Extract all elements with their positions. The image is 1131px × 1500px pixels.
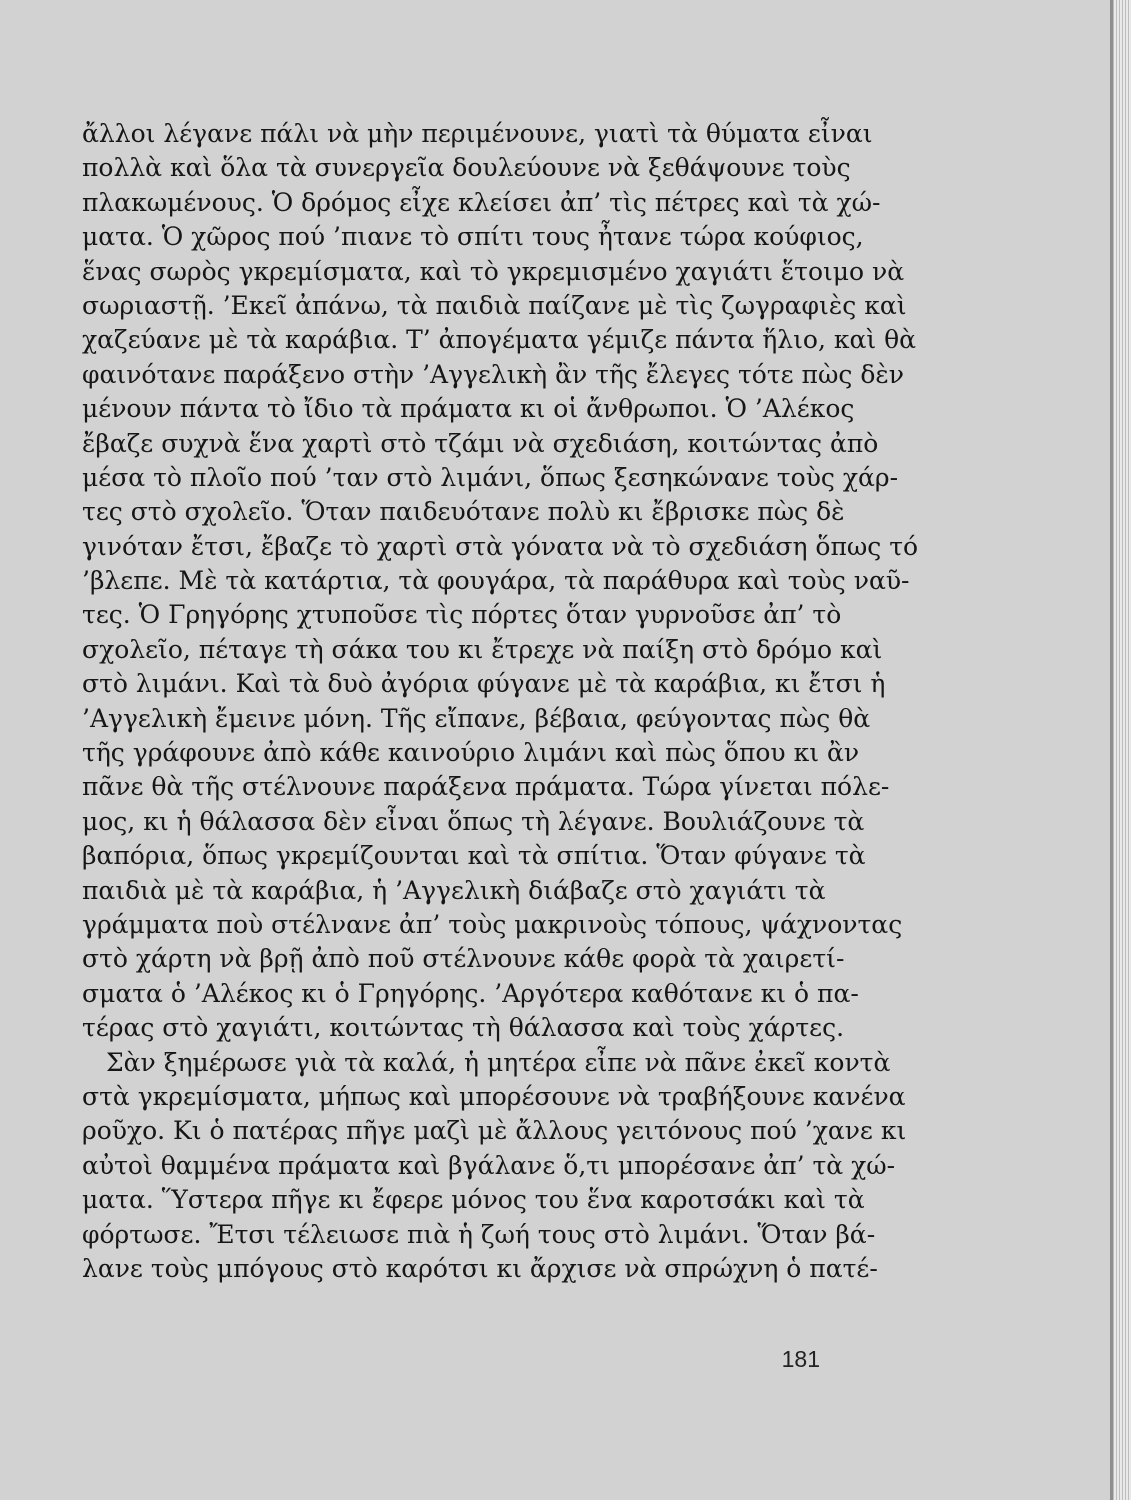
text-line: φαινότανε παράξενο στὴν ’Αγγελικὴ ἂν τῆς ἔλεγες τότε πὼς δὲν — [82, 359, 904, 389]
text-line: στὰ γκρεμίσματα, μήπως καὶ μπορέσουνε νὰ τραβήξουνε κανένα — [82, 1081, 906, 1111]
text-line: ’Αγγελικὴ ἔμεινε μόνη. Τῆς εἴπανε, βέβαια, φεύγοντας πὼς θὰ — [82, 703, 871, 733]
text-line: φόρτωσε. Ἔτσι τέλειωσε πιὰ ἡ ζωή τους στὸ λιμάνι. Ὅταν βά- — [82, 1219, 876, 1249]
text-line: ἄλλοι λέγανε πάλι νὰ μὴν περιμένουνε, γιατὶ τὰ θύματα εἶναι — [82, 119, 873, 148]
text-line: σχολεῖο, πέταγε τὴ σάκα του κι ἔτρεχε νὰ παίξη στὸ δρόμο καὶ — [82, 634, 883, 664]
text-line: στὸ λιμάνι. Καὶ τὰ δυὸ ἀγόρια φύγανε μὲ τὰ καράβια, κι ἔτσι ἡ — [82, 669, 886, 699]
text-line: ματα. Ὁ χῶρος πού ’πιανε τὸ σπίτι τους ἦτανε τώρα κούφιος, — [82, 222, 864, 252]
text-line: λανε τοὺς μπόγους στὸ καρότσι κι ἄρχισε νὰ σπρώχνη ὁ πατέ- — [82, 1253, 878, 1283]
text-line: γράμματα ποὺ στέλνανε ἀπ’ τοὺς μακρινοὺς τόπους, ψάχνοντας — [82, 909, 903, 939]
text-line: γινόταν ἔτσι, ἔβαζε τὸ χαρτὶ στὰ γόνατα νὰ τὸ σχεδιάση ὅπως τό — [82, 531, 919, 561]
text-line: χαζεύανε μὲ τὰ καράβια. Τ’ ἀπογέματα γέμιζε πάντα ἥλιο, καὶ θὰ — [82, 325, 917, 355]
text-line: στὸ χάρτη νὰ βρῇ ἀπὸ ποῦ στέλνουνε κάθε φορὰ τὰ χαιρετί- — [82, 944, 845, 974]
text-line: παιδιὰ μὲ τὰ καράβια, ἡ ’Αγγελικὴ διάβαζε στὸ χαγιάτι τὰ — [82, 875, 826, 905]
text-line: ’βλεπε. Μὲ τὰ κατάρτια, τὰ φουγάρα, τὰ παράθυρα καὶ τοὺς ναῦ- — [82, 566, 910, 596]
text-line: τες στὸ σχολεῖο. Ὅταν παιδευότανε πολὺ κι ἔβρισκε πὼς δὲ — [82, 497, 845, 527]
text-line: Σὰν ξημέρωσε γιὰ τὰ καλά, ἡ μητέρα εἶπε νὰ πᾶνε ἐκεῖ κοντὰ — [106, 1047, 891, 1077]
text-line: σματα ὁ ’Αλέκος κι ὁ Γρηγόρης. ’Αργότερα καθότανε κι ὁ πα- — [82, 978, 859, 1008]
text-line: μένουν πάντα τὸ ἴδιο τὰ πράματα κι οἱ ἄνθρωποι. Ὁ ’Αλέκος — [82, 394, 855, 424]
body-text — [82, 117, 919, 1286]
text-line: τες. Ὁ Γρηγόρης χτυποῦσε τὶς πόρτες ὅταν γυρνοῦσε ἀπ’ τὸ — [82, 600, 842, 630]
text-line: ματα. Ὕστερα πῆγε κι ἔφερε μόνος του ἕνα καροτσάκι καὶ τὰ — [82, 1185, 865, 1215]
text-line: σωριαστῇ. ’Εκεῖ ἀπάνω, τὰ παιδιὰ παίζανε μὲ τὶς ζωγραφιὲς καὶ — [82, 290, 907, 320]
page-number: 181 — [781, 1346, 820, 1372]
text-line: ροῦχο. Κι ὁ πατέρας πῆγε μαζὶ μὲ ἄλλους γειτόνους πού ’χανε κι — [82, 1116, 907, 1146]
page-stack-edge — [1110, 0, 1131, 1500]
text-line: τέρας στὸ χαγιάτι, κοιτώντας τὴ θάλασσα καὶ τοὺς χάρτες. — [82, 1013, 845, 1043]
text-line: αὐτοὶ θαμμένα πράματα καὶ βγάλανε ὅ,τι μπορέσανε ἀπ’ τὰ χώ- — [82, 1150, 896, 1180]
text-line: πλακωμένους. Ὁ δρόμος εἶχε κλείσει ἀπ’ τὶς πέτρες καὶ τὰ χώ- — [82, 187, 881, 217]
text-line: πᾶνε θὰ τῆς στέλνουνε παράξενα πράματα. Τώρα γίνεται πόλε- — [82, 772, 890, 802]
text-line: μος, κι ἡ θάλασσα δὲν εἶναι ὅπως τὴ λέγανε. Βουλιάζουνε τὰ — [82, 806, 865, 836]
text-line: τῆς γράφουνε ἀπὸ κάθε καινούριο λιμάνι καὶ πὼς ὅπου κι ἂν — [82, 738, 860, 768]
text-line: μέσα τὸ πλοῖο πού ’ταν στὸ λιμάνι, ὅπως ξεσηκώνανε τοὺς χάρ- — [82, 462, 899, 492]
text-line: ἔβαζε συχνὰ ἕνα χαρτὶ στὸ τζάμι νὰ σχεδιάση, κοιτώντας ἀπὸ — [82, 428, 879, 458]
text-line: ἕνας σωρὸς γκρεμίσματα, καὶ τὸ γκρεμισμένο χαγιάτι ἕτοιμο νὰ — [82, 256, 905, 286]
text-line: πολλὰ καὶ ὅλα τὰ συνεργεῖα δουλεύουνε νὰ ξεθάψουνε τοὺς — [82, 153, 851, 183]
text-line: βαπόρια, ὅπως γκρεμίζουνται καὶ τὰ σπίτια. Ὅταν φύγανε τὰ — [82, 841, 866, 871]
